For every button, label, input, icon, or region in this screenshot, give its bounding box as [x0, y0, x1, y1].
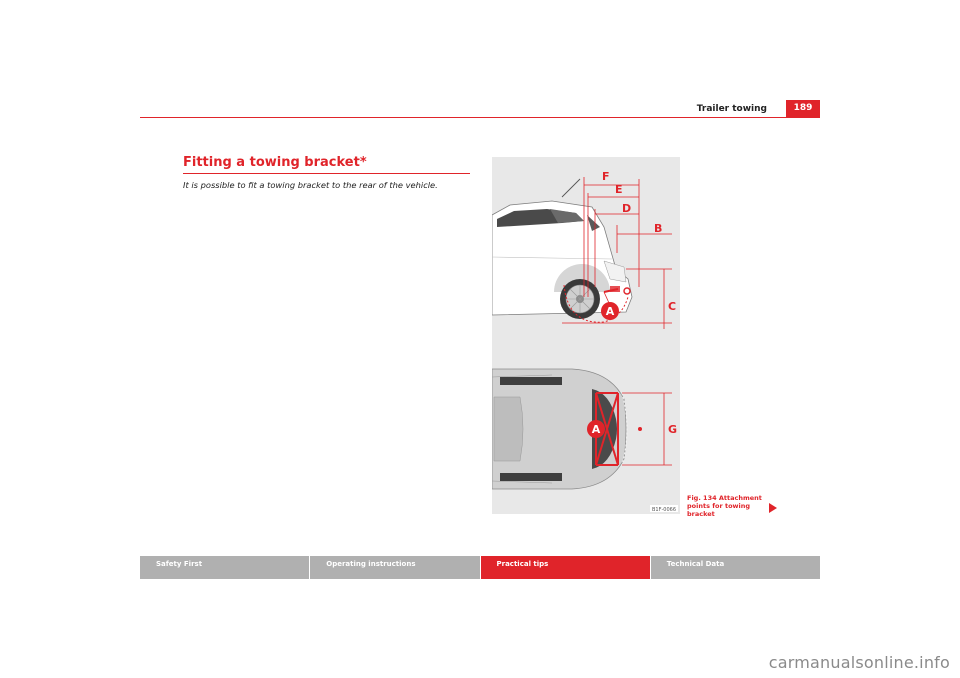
- figure-caption-line2: points for towing bracket: [687, 502, 751, 518]
- continue-arrow-icon: [769, 503, 777, 513]
- dim-label-d: D: [622, 202, 632, 215]
- figure-code: B1F-0066: [651, 507, 677, 513]
- footer-nav: [140, 556, 820, 579]
- running-header-title: Trailer towing: [696, 104, 767, 114]
- footer-tab-operating-instructions[interactable]: Operating instructions: [310, 556, 479, 579]
- dim-label-c: C: [668, 300, 677, 313]
- footer-tab-technical-data[interactable]: Technical Data: [651, 556, 820, 579]
- dim-label-b: B: [654, 222, 663, 235]
- header-divider: [140, 117, 820, 118]
- dim-label-e: E: [615, 183, 623, 196]
- intro-text: It is possible to fit a towing bracket to the rear of the vehicle.: [183, 180, 438, 190]
- page-number-badge: 189: [786, 100, 820, 117]
- dimension-lines-top: [622, 393, 672, 465]
- section-divider: [183, 173, 470, 174]
- car-diagram: [492, 157, 680, 514]
- callout-a-top-label: A: [591, 423, 601, 436]
- towing-bracket-figure: [492, 157, 680, 514]
- footer-tab-safety-first[interactable]: Safety First: [140, 556, 309, 579]
- figure-caption: [687, 494, 767, 518]
- dim-label-f: F: [602, 170, 610, 183]
- callout-a-label: A: [605, 305, 615, 318]
- section-title: Fitting a towing bracket*: [183, 155, 367, 170]
- car-side-view: [492, 179, 632, 322]
- footer-tab-practical-tips[interactable]: Practical tips: [481, 556, 650, 579]
- dim-label-g: G: [668, 423, 678, 436]
- tow-ball-point: [638, 427, 642, 431]
- figure-caption-line1: Fig. 134 Attachment: [687, 494, 762, 502]
- watermark: carmanualsonline.info: [768, 653, 950, 672]
- callout-a-top: [587, 420, 605, 438]
